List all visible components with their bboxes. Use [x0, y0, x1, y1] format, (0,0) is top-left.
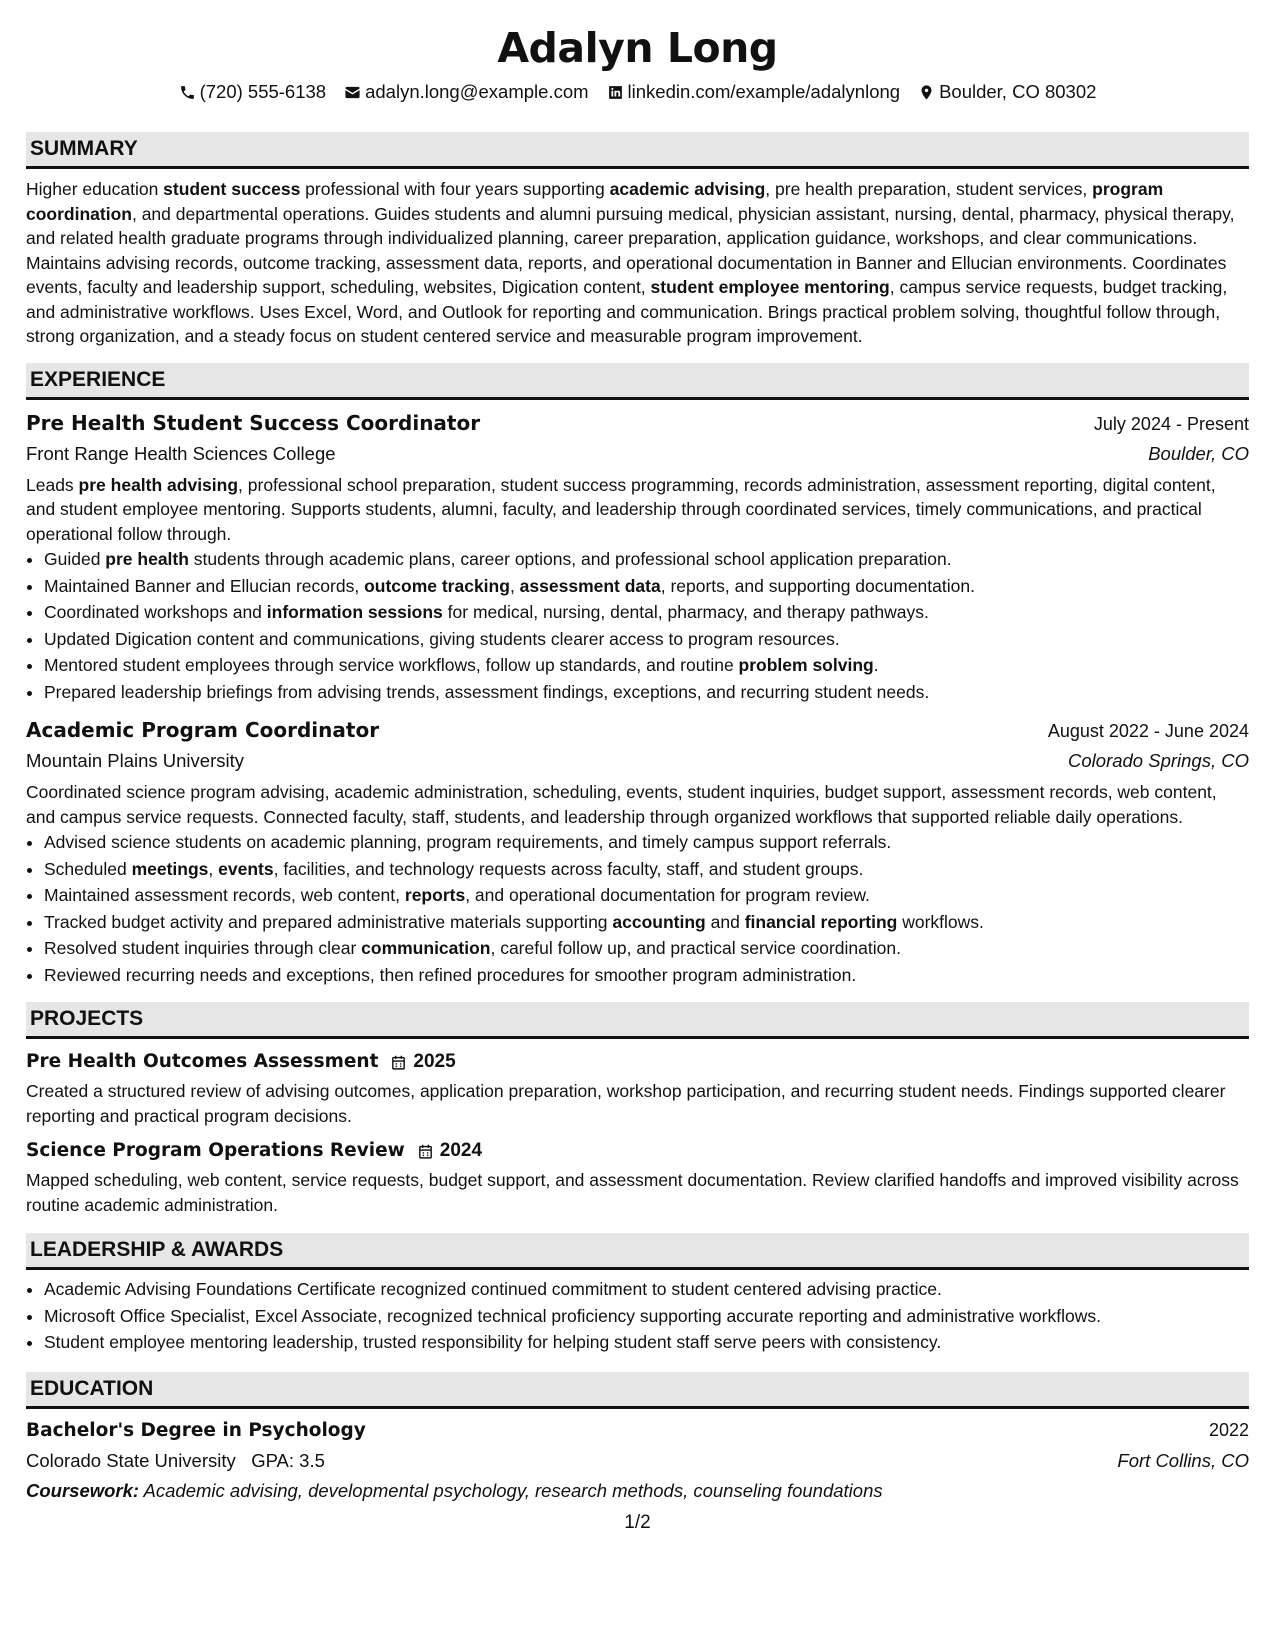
keyword-highlight: financial reporting: [744, 911, 898, 932]
location-text: Boulder, CO 80302: [939, 81, 1097, 102]
leadership-item: • Academic Advising Foundations Certificate recognized continued commitment to student centered advising practice.: [44, 1276, 1249, 1303]
contact-bar: [26, 80, 1249, 104]
job-bullets: [26, 829, 1249, 988]
leadership-item: • Microsoft Office Specialist, Excel Associate, recognized technical proficiency supporting accurate reporting and administrative workflows.: [44, 1303, 1249, 1330]
section-heading-education: EDUCATION: [26, 1372, 1249, 1409]
job-dates: July 2024 - Present: [1093, 413, 1249, 434]
job-bullet: • Reviewed recurring needs and exceptions, then refined procedures for smoother program administration.: [44, 962, 1249, 989]
keyword-highlight: student employee mentoring: [650, 277, 890, 297]
page-number: 1/2: [624, 1512, 651, 1533]
contact-phone: [179, 80, 327, 104]
calendar-icon: [390, 1054, 407, 1071]
contact-email: [344, 80, 588, 104]
keyword-highlight: assessment data: [519, 575, 661, 596]
contact-location: [918, 80, 1096, 104]
phone-icon: [179, 84, 196, 101]
section-heading-experience: EXPERIENCE: [26, 363, 1249, 400]
degree-title: Bachelor's Degree in Psychology: [26, 1419, 366, 1441]
experience-entry: [26, 408, 1249, 706]
leadership-list: [26, 1276, 1249, 1356]
keyword-highlight: student success: [163, 179, 301, 199]
job-title: Pre Health Student Success Coordinator: [26, 410, 481, 435]
envelope-icon: [344, 84, 361, 101]
job-bullet: • Coordinated workshops and information sessions for medical, nursing, dental, pharmacy, and therapy pathways.: [44, 599, 1249, 626]
project-description: Mapped scheduling, web content, service requests, budget support, and assessment documentation. Review clarified handoffs and improved visibility across routine academic administration.: [26, 1170, 1239, 1215]
job-location: Colorado Springs, CO: [1068, 750, 1249, 771]
education-entry: [26, 1415, 1249, 1506]
job-bullet: • Updated Digication content and communications, giving students clearer access to program resources.: [44, 626, 1249, 653]
section-heading-summary: SUMMARY: [26, 132, 1249, 169]
school-location: Fort Collins, CO: [1117, 1449, 1249, 1471]
project-description: Created a structured review of advising outcomes, application preparation, workshop participation, and recurring student needs. Findings supported clearer reporting and practical program decisions.: [26, 1081, 1226, 1126]
school-name: Colorado State University: [26, 1449, 236, 1471]
job-bullet: • Prepared leadership briefings from advising trends, assessment findings, exceptions, and recurring student needs.: [44, 679, 1249, 706]
job-bullet: • Scheduled meetings, events, facilities, and technology requests across faculty, staff, and student groups.: [44, 856, 1249, 883]
project-entry: [26, 1047, 1249, 1128]
email-text: adalyn.long@example.com: [365, 81, 589, 102]
keyword-highlight: pre health: [105, 549, 189, 569]
calendar-icon: [417, 1143, 434, 1160]
map-pin-icon: [918, 84, 935, 101]
keyword-highlight: outcome tracking: [364, 575, 510, 596]
keyword-highlight: events: [218, 858, 274, 879]
coursework: [26, 1476, 1249, 1506]
section-heading-leadership: LEADERSHIP & AWARDS: [26, 1233, 1249, 1270]
project-year: [417, 1136, 482, 1166]
project-title: Pre Health Outcomes Assessment: [26, 1051, 379, 1072]
job-organization: Mountain Plains University: [26, 750, 244, 771]
keyword-highlight: problem solving: [738, 655, 874, 675]
keyword-highlight: communication: [361, 938, 491, 958]
job-bullet: • Maintained assessment records, web content, reports, and operational documentation for program review.: [44, 882, 1249, 909]
project-entry: [26, 1136, 1249, 1217]
job-bullet: • Maintained Banner and Ellucian records, outcome tracking, assessment data, reports, and supporting documentation.: [44, 573, 1249, 600]
section-heading-projects: PROJECTS: [26, 1002, 1249, 1039]
job-bullet: • Tracked budget activity and prepared administrative materials supporting accounting and financial reporting workflows.: [44, 909, 1249, 936]
gpa: GPA: 3.5: [251, 1449, 325, 1471]
project-year-text: 2024: [439, 1140, 483, 1161]
job-description: Leads pre health advising, professional school preparation, student success programming, records administration, assessment reporting, digital content, and student employee mentoring. Supports students, alumni, faculty, and leadership through coordinated services, timely communications, and practical operational follow through.: [26, 474, 1216, 544]
job-bullet: • Advised science students on academic planning, program requirements, and timely campus support referrals.: [44, 829, 1249, 856]
job-dates: August 2022 - June 2024: [1047, 721, 1249, 741]
job-bullet: • Mentored student employees through service workflows, follow up standards, and routine problem solving.: [44, 652, 1249, 679]
job-title: Academic Program Coordinator: [26, 718, 380, 742]
project-year: [390, 1047, 455, 1077]
job-organization: Front Range Health Sciences College: [26, 442, 336, 464]
summary-text: Higher education student success professional with four years supporting academic advising, pre health preparation, student services, program coordination, and departmental operations. Guides students and alumni pursuing medical, physician assistant, nursing, dental, pharmacy, physical therapy, and related health graduate programs through individualized planning, career preparation, application guidance, workshops, and clear communications. Maintains advising records, outcome tracking, assessment data, reports, and operational documentation in Banner and Ellucian environments. Coordinates events, faculty and leadership support, scheduling, websites, Digication content, student employee mentoring, campus service requests, budget tracking, and administrative workflows. Uses Excel, Word, and Outlook for reporting and communication. Brings practical problem solving, thoughtful follow through, strong organization, and a steady focus on student centered service and measurable program improvement.: [26, 179, 1235, 346]
job-location: Boulder, CO: [1148, 442, 1249, 464]
linkedin-text: linkedin.com/example/adalynlong: [627, 81, 901, 102]
candidate-name: Adalyn Long: [497, 24, 778, 72]
job-bullets: [26, 546, 1249, 705]
keyword-highlight: accounting: [612, 911, 706, 932]
phone-text: (720) 555-6138: [199, 81, 327, 102]
experience-entry: [26, 715, 1249, 988]
school-info: [26, 1446, 325, 1476]
contact-linkedin: [607, 80, 901, 104]
job-bullet: • Guided pre health students through academic plans, career options, and professional school application preparation.: [44, 546, 1249, 573]
leadership-item: • Student employee mentoring leadership, trusted responsibility for helping student staff serve peers with consistency.: [44, 1329, 1249, 1356]
keyword-highlight: information sessions: [266, 602, 443, 622]
project-year-text: 2025: [413, 1051, 456, 1072]
linkedin-icon: [607, 84, 624, 101]
job-bullet: • Resolved student inquiries through clear communication, careful follow up, and practical service coordination.: [44, 935, 1249, 962]
coursework-label: Coursework:: [26, 1479, 140, 1501]
graduation-year: 2022: [1208, 1419, 1249, 1440]
coursework-text: Academic advising, developmental psychology, research methods, counseling foundations: [143, 1479, 883, 1501]
keyword-highlight: program coordination: [26, 179, 1164, 224]
project-title: Science Program Operations Review: [26, 1140, 405, 1161]
keyword-highlight: pre health advising: [78, 474, 239, 495]
keyword-highlight: academic advising: [609, 179, 766, 199]
job-description: Coordinated science program advising, academic administration, scheduling, events, student inquiries, budget support, assessment records, web content, and campus service requests. Connected faculty, staff, students, and leadership through organized workflows that supported reliable daily operations.: [26, 782, 1217, 827]
keyword-highlight: meetings: [131, 858, 209, 879]
keyword-highlight: reports: [404, 885, 466, 905]
